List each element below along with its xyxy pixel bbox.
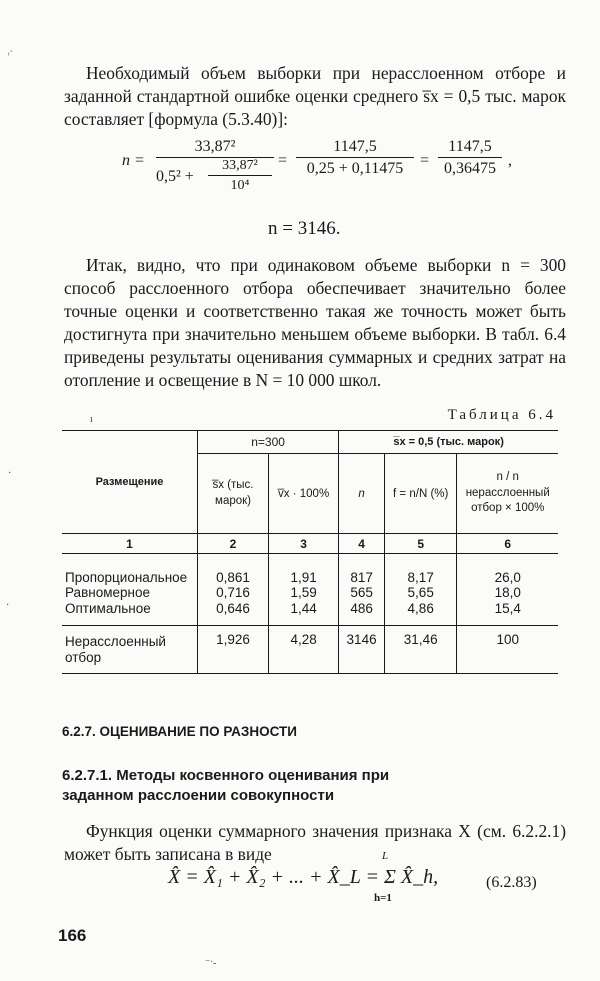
value-cell: 0,646: [216, 600, 250, 616]
fraction-three: [438, 138, 502, 178]
equals-sign-2: =: [420, 152, 430, 169]
value-cell: 4,86: [407, 600, 434, 616]
value-cell: 565: [350, 585, 373, 600]
table-cell-ratio: [457, 570, 558, 626]
value-cell: 4,28: [269, 626, 339, 674]
column-number: 1: [126, 536, 133, 551]
group-n300-header: n=300: [198, 431, 339, 454]
fraction-one-denominator: [156, 158, 274, 206]
subsection-heading: 6.2.7.1. Методы косвенного оценивания при заданном расслоении совокупности: [62, 767, 390, 804]
paragraph-intro: [64, 62, 566, 131]
paragraph-comparison: [64, 254, 566, 392]
value-cell: 18,0: [494, 585, 521, 600]
value-cell: 1,44: [290, 600, 317, 616]
value-cell: 1,59: [290, 585, 317, 600]
equation-6-2-83: [168, 850, 439, 904]
table-cell-fraction: [384, 570, 456, 626]
table-caption: Таблица 6.4: [447, 407, 556, 423]
paragraph-estimator: [64, 820, 566, 866]
col-fraction-header: f = n/N (%): [384, 454, 456, 534]
fraction-one-numerator: 33,87²: [156, 138, 274, 158]
value-cell: 486: [350, 600, 373, 616]
table-cell-n: [339, 570, 385, 626]
paragraph-intro-text: Необходимый объем выборки при нерасслоенном отборе и заданной стандартной ошибке оценки среднего s̅x = 0,5 тыс. марок составляет [формула (5.3.40)]:: [64, 63, 566, 129]
value-cell: 15,4: [494, 600, 521, 616]
col-cv-header: v̅x · 100%: [269, 454, 339, 534]
table-column-numbers: [62, 534, 558, 554]
fraction-two-denominator: 0,25 + 0,11475: [306, 160, 404, 177]
formula-lhs: n =: [122, 152, 145, 169]
scan-speck: ⁻ˑ-: [205, 958, 217, 969]
value-cell: 100: [457, 626, 558, 674]
paragraph-estimator-text: Функция оценки суммарного значения признака X (см. 6.2.2.1) может быть записана в виде: [64, 821, 566, 864]
fraction-two-numerator: 1147,5: [296, 138, 414, 158]
inner-fraction-numerator: 33,87²: [208, 158, 272, 176]
equals-sign-1: =: [278, 152, 288, 169]
scan-speck: ı: [90, 414, 93, 425]
group-error-header: s̅x = 0,5 (тыс. марок): [339, 431, 558, 454]
inner-fraction-denominator: 10⁴: [230, 178, 250, 193]
table-cell-stderr: [198, 570, 269, 626]
fraction-three-denominator: 0,36475: [444, 160, 496, 177]
col-ratio-header: n / n нерасслоенный отбор × 100%: [457, 454, 558, 534]
column-number: 3: [269, 534, 339, 554]
page-number: 166: [58, 926, 87, 945]
equation-number: (6.2.83): [486, 874, 537, 891]
fraction-one-den-left: 0,5² +: [156, 168, 194, 185]
table-row-unstratified: [62, 626, 558, 674]
value-cell: 0,716: [216, 585, 250, 600]
fraction-one: [156, 138, 274, 206]
column-number: 4: [339, 534, 385, 554]
value-cell: 8,17: [407, 569, 434, 585]
fraction-two: [296, 138, 414, 178]
formula-comma: ,: [508, 152, 512, 169]
col-placement-header: Размещение: [95, 476, 164, 488]
value-cell: 1,926: [198, 626, 269, 674]
inner-fraction: [208, 158, 272, 194]
value-cell: 26,0: [494, 569, 521, 585]
sum-lower-limit: h=1: [374, 892, 392, 904]
row-name-unstratified: Нерасслоенный отбор: [65, 634, 166, 665]
col-stderr-header: s̅x (тыс. марок): [198, 454, 269, 534]
results-table: [62, 430, 558, 674]
value-cell: 31,46: [384, 626, 456, 674]
table-cell-names: [62, 570, 198, 626]
col-n-header: n: [339, 454, 385, 534]
sample-size-formula: [60, 136, 560, 216]
table-header-row-1: [62, 431, 558, 454]
scan-speck: ·: [8, 468, 12, 479]
scan-speck: ·: [6, 600, 10, 611]
column-number: 6: [457, 534, 558, 554]
paragraph-comparison-text: Итак, видно, что при одинаковом объеме выборки n = 300 способ расслоенного отбора обеспечивает значительно более точные оценки и соответственно такая же точность может быть достигнута при значительно меньшем объеме выборки. В табл. 6.4 приведены результаты оценивания суммарных и средних затрат на отопление и освещение в N = 10 000 школ.: [64, 255, 566, 390]
value-cell: 1,91: [290, 569, 317, 585]
column-number: 2: [198, 534, 269, 554]
value-cell: 3146: [339, 626, 385, 674]
sample-size-result: n = 3146.: [268, 218, 341, 239]
value-cell: 5,65: [407, 585, 434, 600]
scan-speck: ᶦ`: [8, 50, 13, 61]
value-cell: 0,861: [216, 569, 250, 585]
equation-body: X̂ = X̂₁ + X̂₂ + ... + X̂_L = Σ X̂_h,: [168, 866, 439, 888]
row-name-uniform: Равномерное: [65, 585, 150, 600]
column-number: 5: [384, 534, 456, 554]
sum-upper-limit: L: [382, 850, 389, 862]
table-row-stratified: [62, 570, 558, 626]
value-cell: 817: [350, 569, 373, 585]
row-name-proportional: Пропорциональное: [65, 569, 188, 585]
table-cell-cv: [269, 570, 339, 626]
fraction-three-numerator: 1147,5: [438, 138, 502, 158]
row-name-optimal: Оптимальное: [65, 600, 151, 616]
section-heading: 6.2.7. ОЦЕНИВАНИЕ ПО РАЗНОСТИ: [62, 724, 297, 739]
